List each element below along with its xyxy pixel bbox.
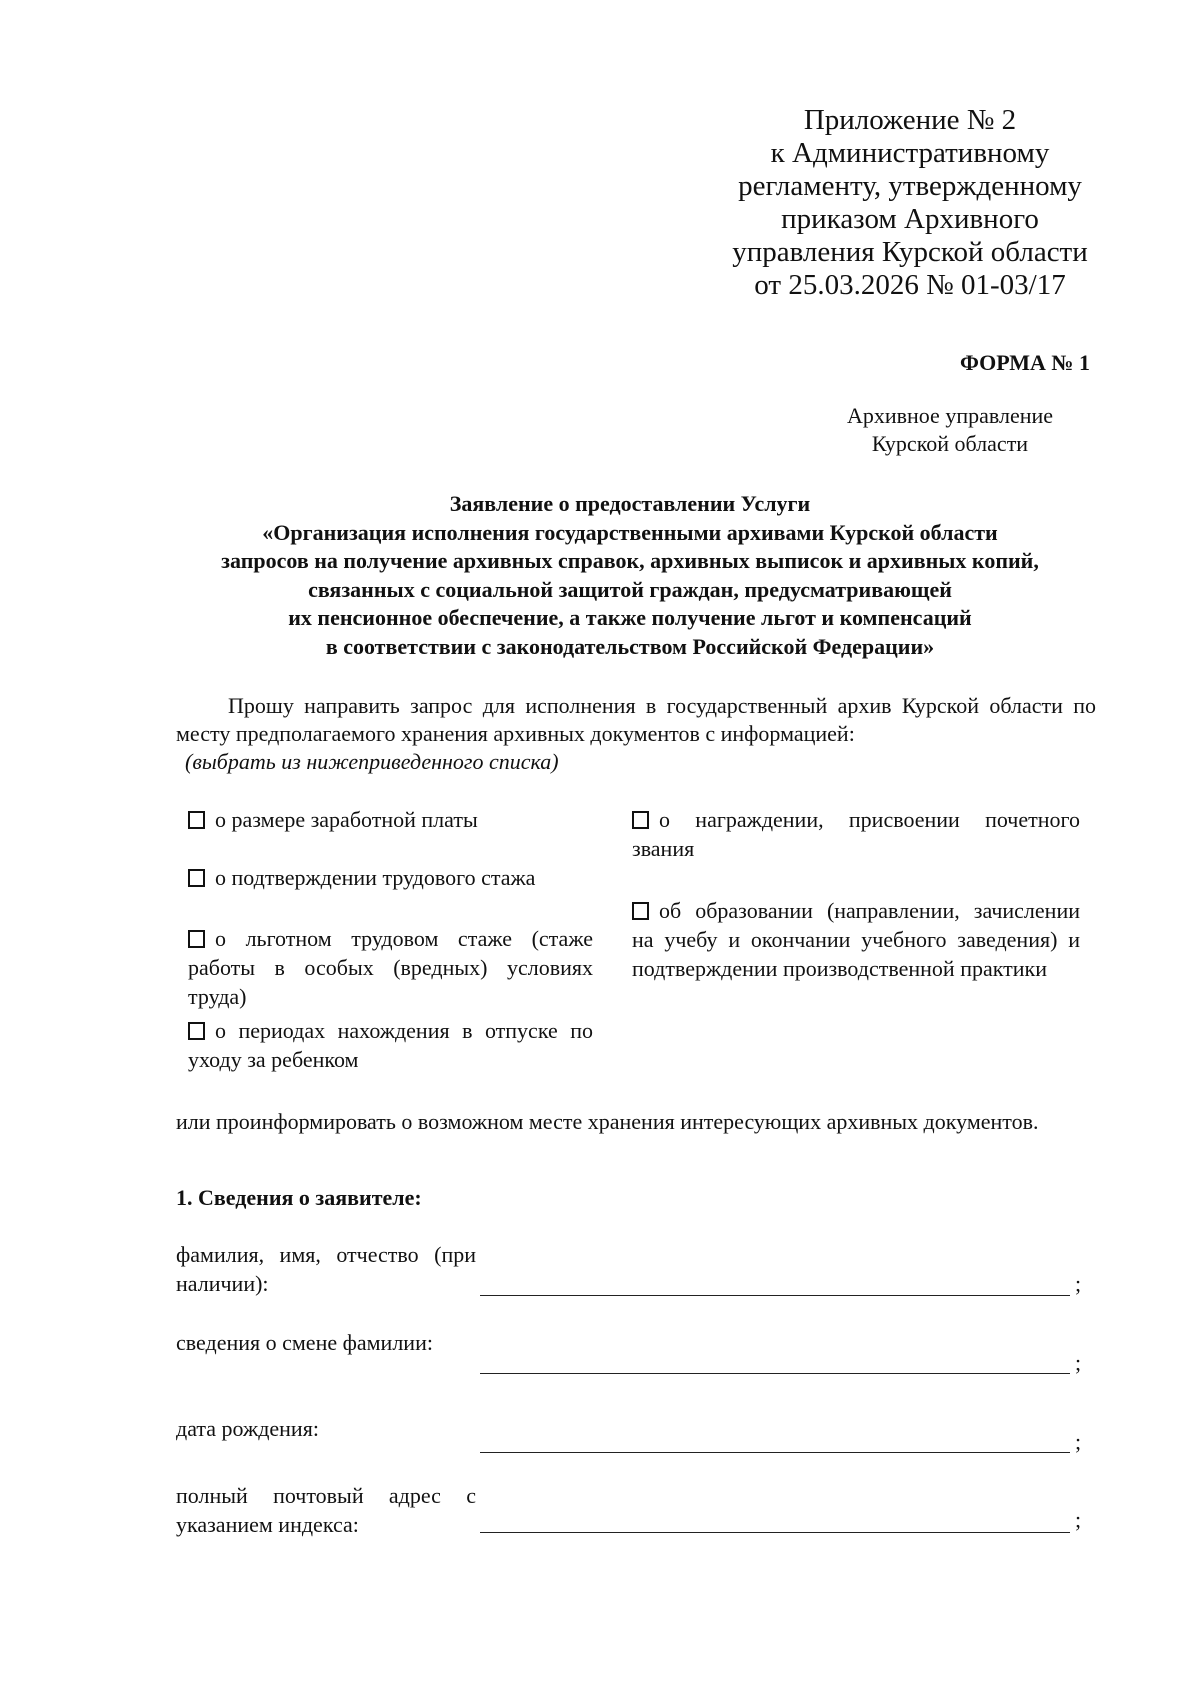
birth-date-field[interactable] <box>480 1452 1070 1453</box>
parental-leave-checkbox[interactable] <box>188 1022 205 1040</box>
title-line: связанных с социальной защитой граждан, предусматривающей <box>308 576 952 602</box>
selection-hint: (выбрать из нижеприведенного списка) <box>185 749 559 774</box>
work-experience-checkbox[interactable] <box>188 869 205 887</box>
document-title <box>140 490 1120 661</box>
field-terminator: ; <box>1075 1429 1082 1454</box>
recipient-line: Курской области <box>871 431 1029 456</box>
field-terminator: ; <box>1075 1271 1082 1296</box>
option-salary-label: о размере заработной платы <box>215 807 478 832</box>
preferential-experience-checkbox[interactable] <box>188 930 205 948</box>
full-name-label: фамилия, имя, отчество (при наличии): <box>176 1242 476 1296</box>
recipient-line: Архивное управление <box>846 403 1054 428</box>
option-education-label: об образовании (направлении, зачислении на учебу и окончании учебного заведения) и подтверждении производственной практики <box>632 898 1080 981</box>
recipient-block <box>820 402 1080 458</box>
option-work-experience <box>188 863 593 892</box>
birth-date-label: дата рождения: <box>176 1416 319 1441</box>
title-line: «Организация исполнения государственными архивами Курской области <box>262 519 998 545</box>
option-awards-label: о награждении, присвоении почетного звания <box>632 807 1080 861</box>
education-checkbox[interactable] <box>632 902 649 920</box>
appendix-line: приказом Архивного <box>781 203 1039 235</box>
appendix-line: от 25.03.2026 № 01-03/17 <box>754 269 1066 301</box>
salary-checkbox[interactable] <box>188 811 205 829</box>
title-line: запросов на получение архивных справок, архивных выписок и архивных копий, <box>221 548 1039 573</box>
option-awards <box>632 805 1080 863</box>
appendix-line: Приложение № 2 <box>803 104 1017 136</box>
appendix-header <box>690 104 1130 302</box>
appendix-line: регламенту, утвержденному <box>738 170 1082 202</box>
option-preferential-experience <box>188 924 593 1011</box>
request-intro-text: Прошу направить запрос для исполнения в государственный архив Курской области по месту предполагаемого хранения архивных документов с информацией: <box>176 693 1096 746</box>
name-change-field[interactable] <box>480 1373 1070 1374</box>
field-terminator: ; <box>1075 1507 1082 1532</box>
full-name-field[interactable] <box>480 1295 1070 1296</box>
awards-checkbox[interactable] <box>632 811 649 829</box>
option-preferential-experience-label: о льготном трудовом стаже (стаже работы в особых (вредных) условиях труда) <box>188 926 593 1009</box>
name-change-label: сведения о смене фамилии: <box>176 1330 433 1355</box>
title-line: в соответствии с законодательством Российской Федерации» <box>325 633 935 659</box>
title-line: Заявление о предоставлении Услуги <box>449 491 811 516</box>
postal-address-field[interactable] <box>480 1532 1070 1533</box>
form-number: ФОРМА № 1 <box>959 350 1090 375</box>
option-parental-leave-label: о периодах нахождения в отпуске по уходу за ребенком <box>188 1018 593 1072</box>
appendix-line: управления Курской области <box>732 236 1088 268</box>
field-terminator: ; <box>1075 1350 1082 1375</box>
inform-alternative-text: или проинформировать о возможном месте хранения интересующих архивных документов. <box>176 1109 1039 1134</box>
title-line: их пенсионное обеспечение, а также получение льгот и компенсаций <box>288 605 972 630</box>
appendix-line: к Административному <box>770 137 1050 169</box>
postal-address-label: полный почтовый адрес с указанием индекса: <box>176 1483 476 1537</box>
option-work-experience-label: о подтверждении трудового стажа <box>215 865 536 890</box>
option-education <box>632 896 1080 983</box>
option-parental-leave <box>188 1016 593 1074</box>
option-salary <box>188 805 593 834</box>
section-applicant-heading: 1. Сведения о заявителе: <box>176 1185 422 1210</box>
